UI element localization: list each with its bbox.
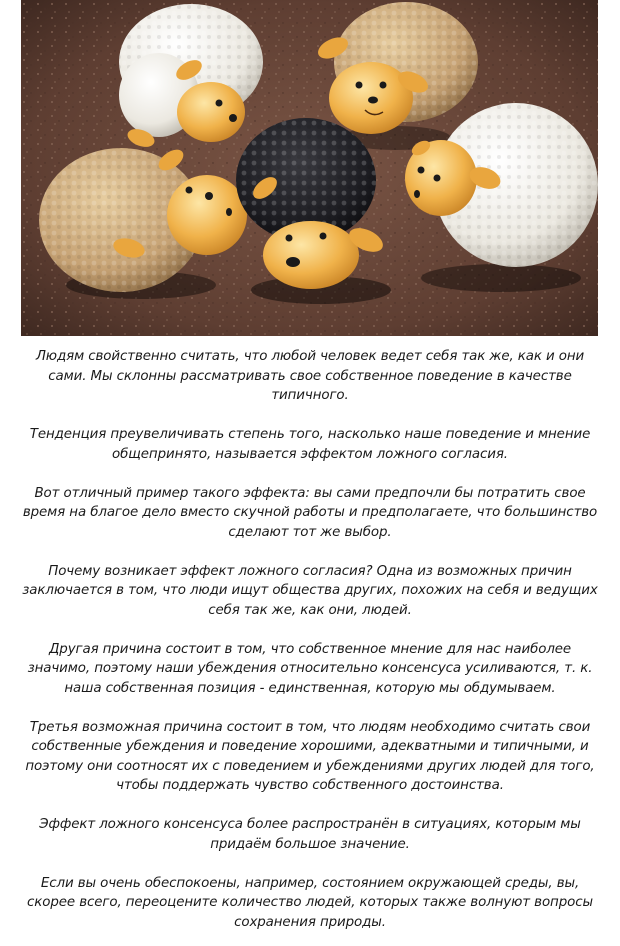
paragraph-4: Почему возникает эффект ложного согласия? Одна из возможных причин заключается в том, что люди ищут общества других, похожих на себя и ведущих себя так же, как они, людей. — [22, 563, 598, 618]
article-text — [22, 347, 598, 932]
paragraph-7: Эффект ложного консенсуса более распространён в ситуациях, которым мы придаём большое значение. — [39, 817, 581, 852]
paragraph-6: Третья возможная причина состоит в том, что людям необходимо считать свои собственные убеждения и поведение хорошими, адекватными и типичными, и поэтому они соотносят их с поведением и убеждениями других людей для того, чтобы поддержать чувство собственного достоинства. — [25, 719, 595, 793]
paragraph-1: Людям свойственно считать, что любой человек ведет себя так же, как и они сами. Мы склонны рассматривать свое собственное поведение в качестве типичного. — [35, 349, 585, 403]
sheep-figurines-image — [21, 0, 598, 336]
paragraph-8: Если вы очень обеспокоены, например, состоянием окружающей среды, вы, скорее всего, переоцените количество людей, которых также волнуют вопросы сохранения природы. — [27, 875, 593, 930]
paragraph-2: Тенденция преувеличивать степень того, насколько наше поведение и мнение общепринято, называется эффектом ложного согласия. — [29, 427, 591, 462]
paragraph-3: Вот отличный пример такого эффекта: вы сами предпочли бы потратить свое время на благое дело вместо скучной работы и предполагаете, что большинство сделают тот же выбор. — [22, 485, 598, 540]
sheep-photo — [21, 0, 598, 336]
paragraph-5: Другая причина состоит в том, что собственное мнение для нас наиболее значимо, поэтому наши убеждения относительно консенсуса усиливаются, т. к. наша собственная позиция - единственная, которую мы обдумываем. — [27, 641, 593, 696]
